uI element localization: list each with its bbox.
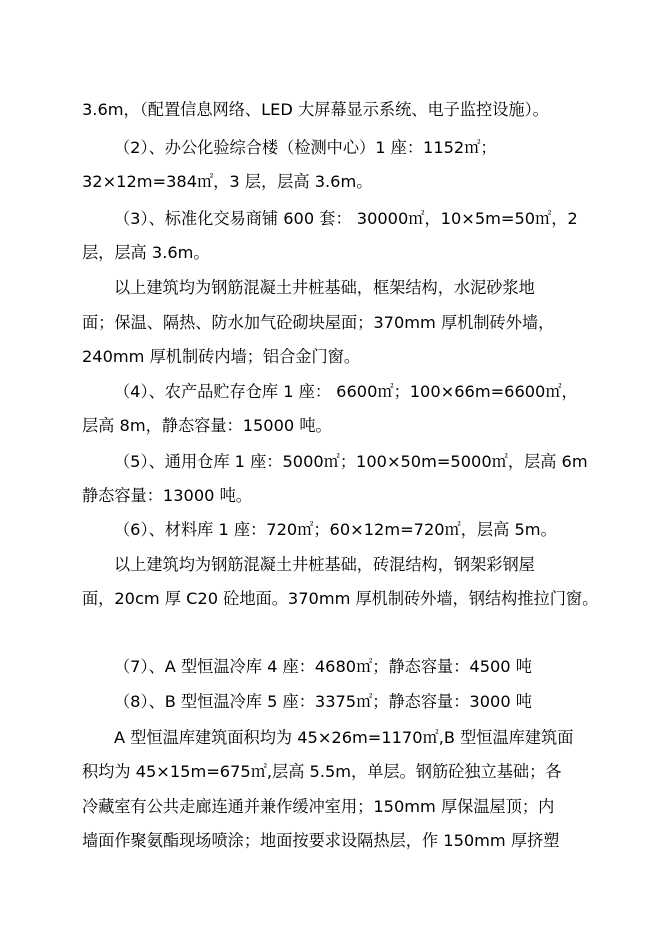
text-line: （7）、A 型恒温冷库 4 座：4680㎡；静态容量：4500 吨 (114, 657, 532, 676)
text-line: 墙面作聚氨酯现场喷涂；地面按要求设隔热层，作 150mm 厚挤塑 (82, 831, 560, 850)
text-line: 32×12m=384㎡，3 层，层高 3.6m。 (82, 172, 373, 191)
text-line: 层高 8m，静态容量：15000 吨。 (82, 416, 332, 435)
text-line: 积均为 45×15m=675㎡,层高 5.5m，单层。钢筋砼独立基础；各 (82, 762, 562, 781)
text-line: 面，20cm 厚 C20 砼地面。370mm 厚机制砖外墙，钢结构推拉门窗。 (82, 589, 599, 608)
text-line: （8）、B 型恒温冷库 5 座：3375㎡；静态容量：3000 吨 (114, 692, 532, 711)
text-line: 静态容量：13000 吨。 (82, 486, 252, 505)
text-line: 以上建筑均为钢筋混凝土井桩基础，砖混结构，钢架彩钢屋 (114, 555, 535, 574)
text-line: （5）、通用仓库 1 座：5000㎡；100×50m=5000㎡，层高 6m (114, 452, 588, 471)
text-line: A 型恒温库建筑面积均为 45×26m=1170㎡,B 型恒温库建筑面 (114, 728, 574, 747)
text-line: 3.6m，（配置信息网络、LED 大屏幕显示系统、电子监控设施）。 (82, 100, 549, 119)
text-line: 240mm 厚机制砖内墙；铝合金门窗。 (82, 347, 361, 366)
text-line: （6）、材料库 1 座：720㎡；60×12m=720㎡，层高 5m。 (114, 520, 557, 539)
text-line: 冷藏室有公共走廊连通并兼作缓冲室用；150mm 厚保温屋顶；内 (82, 797, 555, 816)
text-line: （4）、农产品贮存仓库 1 座： 6600㎡；100×66m=6600㎡， (114, 382, 578, 401)
text-line: 以上建筑均为钢筋混凝土井桩基础，框架结构，水泥砂浆地 (114, 278, 535, 297)
text-line: 层，层高 3.6m。 (82, 243, 210, 262)
text-line: （2）、办公化验综合楼（检测中心）1 座：1152㎡； (114, 138, 497, 157)
text-line: 面；保温、隔热、防水加气砼砌块屋面；370mm 厚机制砖外墙， (82, 313, 555, 332)
text-line: （3）、标准化交易商铺 600 套： 30000㎡，10×5m=50㎡，2 (114, 209, 578, 228)
